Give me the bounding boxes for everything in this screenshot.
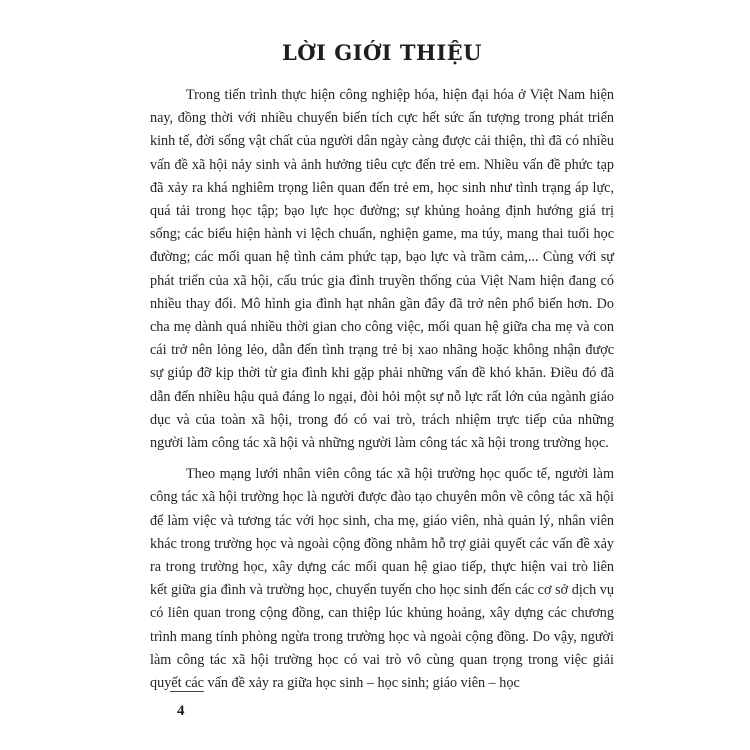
paragraph-1: Trong tiến trình thực hiện công nghiệp hóa, hiện đại hóa ở Việt Nam hiện nay, đồng thời với nhiều chuyển biến tích cực hết sức ấn tượng trong phát triển kinh tế, đời sống vật chất của người dân ngày càng được cải thiện, thì đã có nhiều vấn đề xã hội nảy sinh và ảnh hưởng tiêu cực đến trẻ em. Nhiều vấn đề phức tạp đã xảy ra khá nghiêm trọng liên quan đến trẻ em, học sinh như tình trạng áp lực, quá tải trong học tập; bạo lực học đường; sự khủng hoảng định hướng giá trị sống; các biểu hiện hành vi lệch chuẩn, nghiện game, ma túy, mang thai tuổi học đường; các mối quan hệ tình cảm phức tạp, bạo lực và trầm cảm,... Cùng với sự phát triển của xã hội, cấu trúc gia đình truyền thống của Việt Nam hiện đang có nhiều thay đổi. Mô hình gia đình hạt nhân gần đây đã trở nên phổ biến hơn. Do cha mẹ dành quá nhiều thời gian cho công việc, mối quan hệ giữa cha mẹ và con cái trở nên lỏng lẻo, dẫn đến tình trạng trẻ bị xao nhãng hoặc không nhận được sự giúp đỡ kịp thời từ gia đình khi gặp phải những vấn đề khó khăn. Điều đó đã dẫn đến nhiều hậu quả đáng lo ngại, đòi hỏi một sự nỗ lực rất lớn của ngành giáo dục và của toàn xã hội, trong đó có vai trò, trách nhiệm trực tiếp của những người làm công tác xã hội và những người làm công tác xã hội trong trường học. <box>150 87 614 452</box>
body-text <box>150 84 614 695</box>
footer-divider <box>170 691 204 692</box>
paragraph-2: Theo mạng lưới nhân viên công tác xã hội trường học quốc tế, người làm công tác xã hội trường học là người được đào tạo chuyên môn về công tác xã hội để làm việc và tương tác với học sinh, cha mẹ, giáo viên, nhà quản lý, nhân viên khác trong trường học và ngoài cộng đồng nhằm hỗ trợ giải quyết các vấn đề xảy ra trong trường học, xây dựng các mối quan hệ giao tiếp, thực hiện vai trò liên kết giữa gia đình và trường học, chuyển tuyến cho học sinh đến các cơ sở dịch vụ có liên quan trong cộng đồng, can thiệp lúc khủng hoảng, xây dựng các chương trình mang tính phòng ngừa trong trường học và ngoài cộng đồng. Do vậy, người làm công tác xã hội trường học có vai trò vô cùng quan trọng trong việc giải quyết các vấn đề xảy ra giữa học sinh – học sinh; giáo viên – học <box>150 466 614 692</box>
page-title: LỜI GIỚI THIỆU <box>282 40 482 65</box>
page-number: 4 <box>177 703 185 719</box>
book-page <box>150 30 614 720</box>
